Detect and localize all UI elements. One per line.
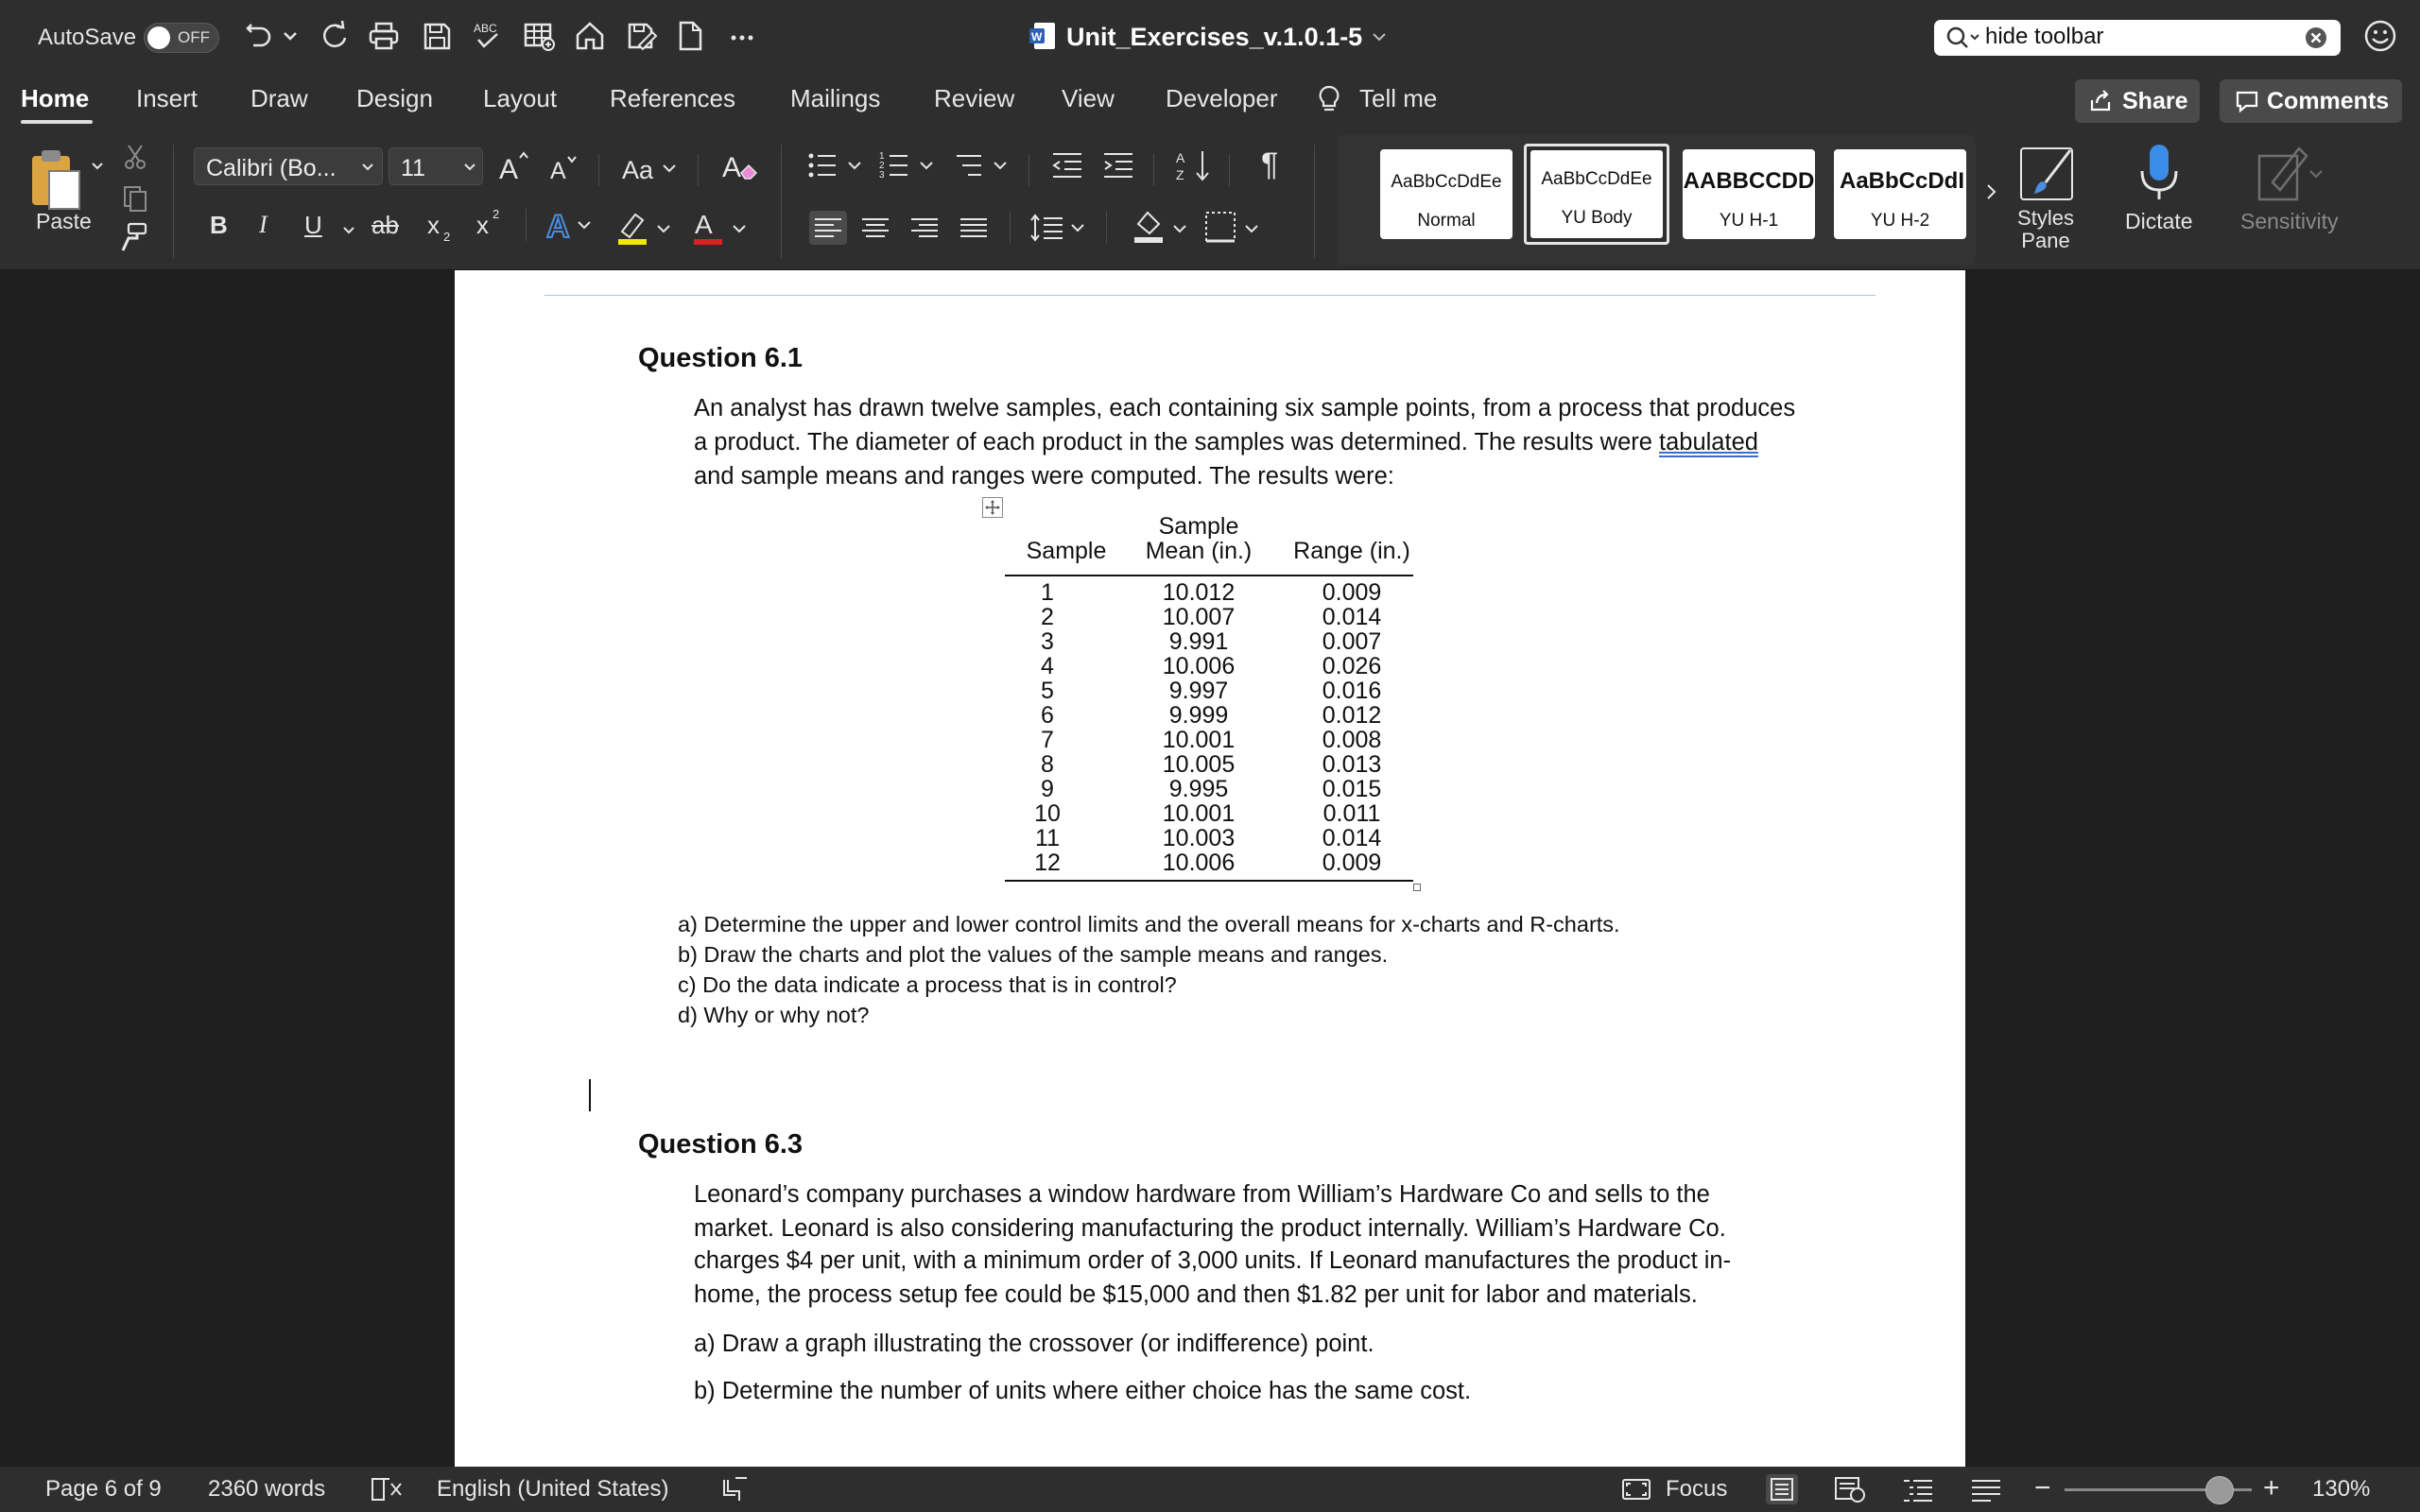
- cut-icon[interactable]: [121, 143, 149, 171]
- mean-cell: 10.003: [1162, 825, 1236, 851]
- sample-cell: 12: [1034, 850, 1061, 876]
- style-yu-body-name: YU Body: [1561, 208, 1633, 228]
- svg-text:A: A: [695, 210, 713, 239]
- align-right-icon[interactable]: [906, 211, 943, 245]
- q1-paragraph-line-2-text: a product. The diameter of each product in the samples was determined. The results were: [694, 429, 1660, 455]
- svg-text:A: A: [722, 152, 742, 183]
- svg-text:3: 3: [879, 170, 885, 180]
- tab-view[interactable]: View: [1062, 84, 1115, 112]
- styles-pane-label[interactable]: Styles Pane: [2017, 206, 2074, 252]
- style-yu-body-sample: AaBbCcDdEe: [1541, 169, 1652, 189]
- paste-icon[interactable]: [28, 146, 85, 213]
- bold-icon[interactable]: B: [210, 211, 228, 239]
- svg-text:W: W: [1031, 30, 1043, 43]
- svg-text:x: x: [476, 211, 489, 239]
- svg-text:Z: Z: [1176, 167, 1184, 182]
- mean-cell: 10.005: [1162, 751, 1236, 778]
- save-as-icon[interactable]: [624, 19, 658, 53]
- align-center-icon[interactable]: [856, 211, 894, 245]
- range-cell: 0.026: [1322, 653, 1382, 679]
- tab-mailings[interactable]: Mailings: [790, 84, 881, 112]
- language-indicator[interactable]: English (United States): [437, 1476, 669, 1502]
- question-6-3-heading: Question 6.3: [638, 1129, 804, 1160]
- bullets-icon[interactable]: [807, 148, 868, 182]
- sample-cell: 5: [1041, 678, 1054, 704]
- q3-part-a: a) Draw a graph illustrating the crossover (or indifference) point.: [694, 1331, 1374, 1357]
- text-effects-icon[interactable]: [546, 207, 597, 245]
- grow-font-icon[interactable]: [499, 150, 531, 182]
- share-icon: [2088, 89, 2113, 113]
- autosave-state: OFF: [178, 28, 210, 46]
- font-color-icon[interactable]: [692, 207, 751, 247]
- decrease-indent-icon[interactable]: [1051, 150, 1083, 180]
- tab-references[interactable]: References: [610, 84, 735, 112]
- table-bottom-rule: [1005, 880, 1413, 882]
- clear-search-icon[interactable]: [2305, 26, 2327, 49]
- style-yu-h2-name: YU H-2: [1870, 211, 1930, 231]
- svg-text:2: 2: [443, 230, 451, 243]
- table-resize-handle[interactable]: [1413, 884, 1421, 891]
- range-cell: 0.015: [1322, 776, 1382, 802]
- sensitivity-label[interactable]: Sensitivity: [2240, 209, 2339, 233]
- font-size-chevron-icon: [463, 163, 476, 172]
- range-cell: 0.007: [1322, 628, 1382, 655]
- copy-icon[interactable]: [121, 184, 149, 213]
- sample-cell: 9: [1041, 776, 1054, 802]
- insert-table-icon[interactable]: [522, 19, 556, 53]
- style-yu-h1-name: YU H-1: [1719, 211, 1779, 231]
- underline-chevron-icon[interactable]: [342, 226, 355, 235]
- zoom-in-icon[interactable]: +: [2263, 1472, 2280, 1503]
- sample-cell: 10: [1034, 800, 1061, 827]
- page-indicator[interactable]: Page 6 of 9: [45, 1476, 162, 1502]
- range-cell: 0.008: [1322, 727, 1382, 753]
- tell-me[interactable]: Tell me: [1359, 84, 1438, 112]
- style-yu-body-selected[interactable]: [1524, 144, 1669, 245]
- range-cell: 0.014: [1322, 604, 1382, 630]
- paste-label[interactable]: Paste: [36, 209, 92, 233]
- clear-formatting-icon[interactable]: [722, 148, 760, 186]
- more-icon[interactable]: [726, 19, 760, 53]
- shrink-font-icon[interactable]: [550, 154, 579, 182]
- range-cell: 0.016: [1322, 678, 1382, 704]
- font-name-dropdown[interactable]: [194, 147, 383, 185]
- svg-text:2: 2: [493, 207, 500, 221]
- table-header-sample: Sample: [1026, 538, 1107, 564]
- subscript-icon[interactable]: [427, 211, 458, 243]
- q1-paragraph-line-3: and sample means and ranges were computed. The results were:: [694, 463, 1394, 490]
- mean-cell: 10.007: [1162, 604, 1236, 630]
- svg-text:A: A: [550, 158, 566, 182]
- range-cell: 0.009: [1322, 579, 1382, 606]
- sample-cell: 2: [1041, 604, 1054, 630]
- word-count[interactable]: 2360 words: [208, 1476, 326, 1502]
- q3-paragraph-line-3: charges $4 per unit, with a minimum order of 3,000 units. If Leonard manufactures the product in-: [694, 1247, 1732, 1274]
- change-case-icon[interactable]: [622, 152, 681, 184]
- document-canvas: [0, 270, 2420, 1467]
- numbering-icon[interactable]: [879, 148, 940, 182]
- strikethrough-icon[interactable]: ab: [372, 211, 399, 239]
- autosave-label: AutoSave: [38, 25, 137, 50]
- undo-dropdown-chevron-icon[interactable]: [282, 19, 299, 53]
- q1-part-d: d) Why or why not?: [678, 1003, 870, 1027]
- sample-cell: 7: [1041, 727, 1054, 753]
- justify-icon[interactable]: [955, 211, 993, 245]
- table-header-mean-line1: Sample: [1158, 513, 1239, 540]
- search-box[interactable]: [1934, 20, 2341, 56]
- word-doc-icon: [1028, 21, 1057, 51]
- table-header-rule: [1005, 575, 1413, 576]
- document-title[interactable]: Unit_Exercises_v.1.0.1-5: [1066, 23, 1363, 51]
- accessibility-icon[interactable]: [720, 1476, 749, 1503]
- gallery-more-chevron-icon[interactable]: [1985, 182, 1998, 201]
- range-cell: 0.013: [1322, 751, 1382, 778]
- range-cell: 0.009: [1322, 850, 1382, 876]
- superscript-icon[interactable]: [476, 207, 507, 239]
- format-painter-icon[interactable]: [119, 222, 149, 254]
- style-yu-h1[interactable]: [1683, 149, 1815, 239]
- font-size-dropdown[interactable]: [389, 147, 483, 185]
- svg-text:2: 2: [879, 161, 885, 171]
- svg-text:ABC: ABC: [474, 22, 497, 35]
- print-icon[interactable]: [367, 19, 401, 53]
- sample-cell: 6: [1041, 702, 1054, 729]
- style-yu-h2-sample: AaBbCcDdI: [1840, 168, 1965, 194]
- italic-icon[interactable]: I: [259, 211, 268, 238]
- tab-layout[interactable]: Layout: [483, 84, 558, 112]
- feedback-smiley-icon[interactable]: [2363, 19, 2397, 53]
- tab-home[interactable]: Home: [21, 84, 90, 112]
- outline-view-icon[interactable]: [1902, 1478, 1934, 1503]
- question-6-1-heading: Question 6.1: [638, 343, 804, 373]
- header-rule: [544, 295, 1876, 296]
- style-yu-h2[interactable]: [1834, 149, 1966, 239]
- comments-icon: [2235, 89, 2259, 113]
- text-cursor: [589, 1079, 591, 1111]
- redo-icon[interactable]: [318, 19, 352, 53]
- sample-cell: 8: [1041, 751, 1054, 778]
- mean-cell: 10.001: [1162, 800, 1236, 827]
- q3-paragraph-line-2: market. Leonard is also considering manufacturing the product internally. William’s Hardware Co.: [694, 1215, 1726, 1242]
- zoom-slider-knob[interactable]: [2205, 1476, 2234, 1504]
- sample-cell: 11: [1035, 825, 1060, 851]
- svg-text:1: 1: [879, 151, 885, 162]
- mean-cell: 10.012: [1162, 579, 1236, 606]
- q1-part-b: b) Draw the charts and plot the values of the sample means and ranges.: [678, 942, 1389, 967]
- tab-draw[interactable]: Draw: [251, 84, 308, 112]
- borders-icon[interactable]: [1204, 209, 1265, 245]
- svg-text:A: A: [546, 209, 570, 245]
- q3-part-b: b) Determine the number of units where either choice has the same cost.: [694, 1378, 1472, 1404]
- mean-cell: 9.997: [1168, 678, 1229, 704]
- font-name-chevron-icon: [361, 163, 374, 172]
- spelling-icon[interactable]: [471, 19, 505, 53]
- save-icon[interactable]: [420, 19, 454, 53]
- comments-button[interactable]: [2220, 79, 2402, 123]
- table-move-handle-icon[interactable]: [982, 497, 1003, 518]
- draft-view-icon[interactable]: [1970, 1478, 2002, 1503]
- sort-icon[interactable]: [1176, 148, 1214, 184]
- highlight-color-icon[interactable]: [616, 207, 675, 247]
- title-chevron-down-icon[interactable]: [1371, 28, 1388, 45]
- svg-text:A: A: [1176, 150, 1185, 165]
- autosave-toggle[interactable]: [144, 23, 219, 53]
- undo-icon[interactable]: [242, 19, 276, 53]
- multilevel-list-icon[interactable]: [953, 148, 1013, 182]
- styles-pane-icon[interactable]: [2017, 145, 2078, 205]
- q3-paragraph-line-1: Leonard’s company purchases a window hardware from William’s Hardware Co and sells to the: [694, 1181, 1710, 1208]
- microphone-icon[interactable]: [2138, 143, 2180, 205]
- tab-developer[interactable]: Developer: [1166, 84, 1278, 112]
- table-header-range: Range (in.): [1293, 538, 1410, 564]
- title-bar: [0, 0, 2420, 71]
- focus-label[interactable]: Focus: [1666, 1476, 1728, 1502]
- q1-part-a: a) Determine the upper and lower control limits and the overall means for x-charts and R-charts.: [678, 912, 1620, 936]
- sample-cell: 3: [1041, 628, 1054, 655]
- range-cell: 0.014: [1322, 825, 1382, 851]
- mean-cell: 10.006: [1162, 653, 1236, 679]
- range-cell: 0.011: [1322, 800, 1381, 827]
- mean-cell: 10.006: [1162, 850, 1236, 876]
- style-yu-h1-sample: AABBCCDD: [1683, 168, 1815, 194]
- increase-indent-icon[interactable]: [1102, 150, 1134, 180]
- shading-icon[interactable]: [1132, 207, 1193, 245]
- mean-cell: 10.001: [1162, 727, 1236, 753]
- q1-part-c: c) Do the data indicate a process that is in control?: [678, 972, 1177, 997]
- web-layout-view-icon[interactable]: [1834, 1476, 1866, 1503]
- paste-chevron-down-icon[interactable]: [91, 162, 104, 171]
- ribbon-tabs: [0, 71, 2420, 135]
- align-left-icon[interactable]: [809, 211, 847, 245]
- share-button[interactable]: [2075, 79, 2200, 123]
- style-normal-sample: AaBbCcDdEe: [1391, 172, 1502, 192]
- font-size-value: 11: [401, 155, 425, 181]
- line-spacing-icon[interactable]: [1030, 211, 1091, 245]
- sensitivity-icon[interactable]: [2256, 143, 2324, 205]
- q1-paragraph-line-2: [694, 425, 1758, 459]
- style-normal[interactable]: [1380, 149, 1512, 239]
- zoom-out-icon[interactable]: −: [2034, 1472, 2051, 1503]
- tab-design[interactable]: Design: [356, 84, 433, 112]
- mean-cell: 9.995: [1168, 776, 1229, 802]
- dictate-label[interactable]: Dictate: [2125, 209, 2193, 233]
- home-icon[interactable]: [573, 19, 607, 53]
- svg-text:x: x: [427, 211, 440, 239]
- new-document-icon[interactable]: [673, 19, 707, 53]
- search-input[interactable]: [1985, 24, 2288, 50]
- style-normal-name: Normal: [1417, 211, 1476, 231]
- home-ribbon: [0, 135, 2420, 270]
- underline-icon[interactable]: U: [304, 211, 322, 239]
- q3-paragraph-line-4: home, the process setup fee could be $15,000 and then $1.82 per unit for labor and materials.: [694, 1281, 1698, 1308]
- focus-icon[interactable]: [1622, 1478, 1651, 1501]
- table-header-mean-line2: Mean (in.): [1145, 538, 1253, 564]
- zoom-level[interactable]: 130%: [2312, 1476, 2371, 1502]
- comments-label: Comments: [2267, 88, 2390, 114]
- lightbulb-icon: [1317, 84, 1341, 114]
- font-name-value: Calibri (Bo...: [206, 155, 337, 181]
- active-tab-indicator: [21, 120, 93, 124]
- search-icon: [1945, 26, 1981, 50]
- sample-cell: 4: [1041, 653, 1054, 679]
- tab-insert[interactable]: Insert: [136, 84, 199, 112]
- q1-paragraph-line-1: An analyst has drawn twelve samples, each containing six sample points, from a process that produces: [694, 395, 1796, 421]
- status-bar: [0, 1467, 2420, 1512]
- range-cell: 0.012: [1322, 702, 1382, 729]
- sample-cell: 1: [1041, 579, 1054, 606]
- document-page[interactable]: [455, 270, 1965, 1467]
- tab-review[interactable]: Review: [934, 84, 1015, 112]
- mean-cell: 9.991: [1168, 628, 1229, 655]
- mean-cell: 9.999: [1168, 702, 1229, 729]
- share-label: Share: [2122, 88, 2188, 114]
- svg-text:A: A: [499, 154, 519, 182]
- show-formatting-marks-icon[interactable]: ¶: [1261, 146, 1279, 182]
- print-layout-view-icon[interactable]: [1766, 1474, 1798, 1504]
- proofing-icon[interactable]: [371, 1477, 403, 1502]
- svg-text:Aa: Aa: [622, 156, 654, 184]
- spell-flagged-word[interactable]: tabulated: [1659, 429, 1758, 455]
